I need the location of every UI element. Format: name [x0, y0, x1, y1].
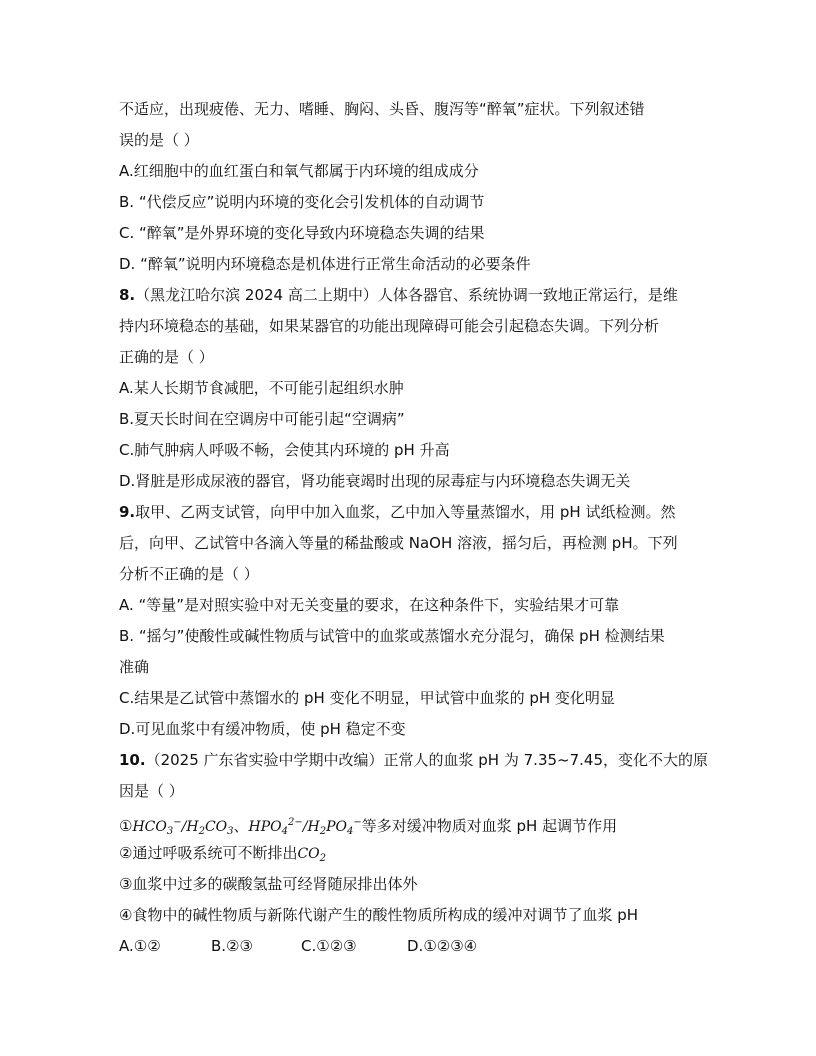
- q9-option-b-line-1: B. “摇匀”使酸性或碱性物质与试管中的血浆或蒸馏水充分混匀，确保 pH 检测结果: [119, 627, 665, 645]
- formula-part: PO: [326, 819, 347, 835]
- q7-stem-line-2: 误的是（ ）: [119, 131, 199, 149]
- q10-choice-c: C.①②③: [301, 937, 357, 955]
- q8-stem-text-1: （黑龙江哈尔滨 2024 高二上期中）人体各器官、系统协调一致地正常运行，是维: [135, 286, 678, 304]
- q10-number: 10.: [119, 751, 146, 769]
- formula-bicarbonate: [132, 819, 233, 835]
- q8-stem-line-2: 持内环境稳态的基础，如果某器官的功能出现障碍可能会引起稳态失调。下列分析: [119, 317, 660, 335]
- q10-item-2-text: ②通过呼吸系统可不断排出: [119, 844, 298, 862]
- formula-sup: 2−: [288, 817, 303, 828]
- q8-number: 8.: [119, 286, 136, 304]
- q10-item-3: ③血浆中过多的碳酸氢盐可经肾随尿排出体外: [119, 875, 418, 893]
- document-content: [119, 94, 708, 962]
- q9-number: 9.: [119, 503, 136, 521]
- q10-item-2: [119, 838, 699, 869]
- q10-choice-a: A.①②: [119, 937, 161, 955]
- q9-option-b-line-2: 准确: [119, 658, 150, 676]
- q9-stem-line-1: [119, 497, 699, 528]
- formula-sub: 3: [227, 826, 234, 837]
- q10-item-1: [119, 807, 699, 838]
- formula-part: /H: [181, 819, 199, 835]
- q7-option-d: D. “醉氧”说明内环境稳态是机体进行正常生命活动的必要条件: [119, 255, 531, 273]
- formula-part: HPO: [248, 819, 282, 835]
- q8-option-a: A.某人长期节食减肥，不可能引起组织水肿: [119, 379, 404, 397]
- q8-option-d: D.肾脏是形成尿液的器官，肾功能衰竭时出现的尿毒症与内环境稳态失调无关: [119, 472, 631, 490]
- q8-stem-line-1: [119, 280, 699, 311]
- q10-choices: [119, 931, 699, 962]
- q10-stem-line-2: 因是（ ）: [119, 782, 184, 800]
- q9-option-d: D.可见血浆中有缓冲物质，使 pH 稳定不变: [119, 720, 406, 738]
- q10-choice-b: B.②③: [211, 937, 253, 955]
- q8-option-b: B.夏天长时间在空调房中可能引起“空调病”: [119, 410, 405, 428]
- formula-sub: 4: [281, 826, 289, 837]
- formula-sup: −: [173, 817, 182, 828]
- q9-stem-text-1: 取甲、乙两支试管，向甲中加入血浆，乙中加入等量蒸馏水，用 pH 试纸检测。然: [135, 503, 676, 521]
- q10-item-1-mark: ①: [119, 817, 133, 835]
- formula-phosphate: [249, 819, 362, 835]
- formula-sup: −: [353, 817, 362, 828]
- q9-option-c: C.结果是乙试管中蒸馏水的 pH 变化不明显，甲试管中血浆的 pH 变化明显: [119, 689, 615, 707]
- q10-stem-text-1: （2025 广东省实验中学期中改编）正常人的血浆 pH 为 7.35~7.45，变化不大的原: [145, 751, 708, 769]
- formula-sub: 3: [166, 826, 174, 837]
- q7-option-a: A.红细胞中的血红蛋白和氧气都属于内环境的组成成分: [119, 162, 479, 180]
- formula-part: CO: [204, 819, 228, 835]
- q9-stem-line-2: 后，向甲、乙试管中各滴入等量的稀盐酸或 NaOH 溶液，摇匀后，再检测 pH。下列: [119, 534, 678, 552]
- formula-part: CO: [297, 846, 320, 862]
- q7-stem-line-1: 不适应，出现疲倦、无力、嗜睡、胸闷、头昏、腹泻等“醉氧”症状。下列叙述错: [119, 100, 645, 118]
- formula-separator: 、: [233, 817, 249, 835]
- q9-option-a: A. “等量”是对照实验中对无关变量的要求，在这种条件下，实验结果才可靠: [119, 596, 620, 614]
- formula-sub: 2: [319, 826, 327, 837]
- formula-sub: 2: [198, 826, 205, 837]
- formula-sub: 4: [346, 826, 354, 837]
- formula-part: HCO: [132, 819, 167, 835]
- q7-option-c: C. “醉氧”是外界环境的变化导致内环境稳态失调的结果: [119, 224, 485, 242]
- q10-item-4: ④食物中的碱性物质与新陈代谢产生的酸性物质所构成的缓冲对调节了血浆 pH: [119, 906, 639, 924]
- q10-stem-line-1: [119, 745, 708, 776]
- q8-option-c: C.肺气肿病人呼吸不畅，会使其内环境的 pH 升高: [119, 441, 450, 459]
- q8-stem-line-3: 正确的是（ ）: [119, 348, 214, 366]
- q9-stem-line-3: 分析不正确的是（ ）: [119, 565, 259, 583]
- q10-item-1-text: 等多对缓冲物质对血浆 pH 起调节作用: [361, 817, 618, 835]
- formula-co2: [297, 846, 326, 862]
- q10-choice-d: D.①②③④: [407, 937, 478, 955]
- formula-sub: 2: [319, 853, 327, 864]
- q7-option-b: B. “代偿反应”说明内环境的变化会引发机体的自动调节: [119, 193, 485, 211]
- formula-part: /H: [302, 819, 320, 835]
